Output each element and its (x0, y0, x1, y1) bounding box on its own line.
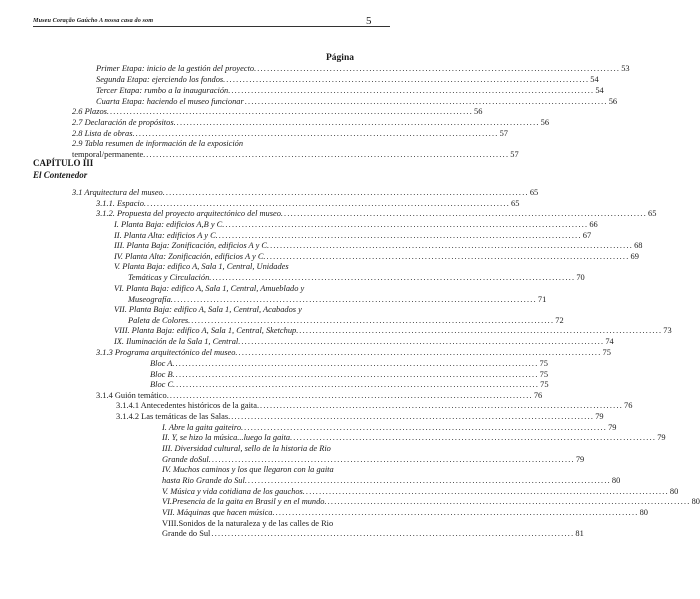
dot-leader: .............................................................................................................. (247, 476, 611, 485)
toc-entry (114, 240, 643, 251)
toc-entry (114, 283, 304, 294)
toc-entry-page: 79 (608, 423, 617, 432)
dot-leader: .............................................................................................................. (175, 359, 539, 368)
toc-entry-page: 69 (630, 252, 639, 261)
toc-entry (162, 528, 584, 539)
toc-entry (72, 106, 483, 117)
toc-entry-label: V. Música y vida cotidiana de los gauchos. (162, 487, 305, 496)
chapter-title: CAPÍTULO III (33, 158, 94, 168)
toc-entry (162, 507, 648, 518)
toc-entry-label: IV. Muchos caminos y los que llegaron con la gaita (162, 465, 334, 474)
dot-leader: .............................................................................................................. (238, 348, 602, 357)
dot-leader: .............................................................................................................. (231, 86, 595, 95)
toc-entry-label: VI.Presencia de la gaita en Brasil y en el mundo. (162, 497, 327, 506)
dot-leader: .............................................................................................................. (218, 231, 582, 240)
toc-entry (162, 443, 331, 454)
toc-entry-label: VII. Máquinas que hacen música. (162, 508, 275, 517)
toc-entry-label: 3.1.4 Guión temático. (96, 391, 169, 400)
toc-entry (128, 272, 585, 283)
toc-entry-label: Grande doSul. (162, 455, 211, 464)
toc-entry (72, 187, 539, 198)
dot-leader: .............................................................................................................. (212, 273, 576, 282)
dot-leader: .............................................................................................................. (293, 433, 657, 442)
toc-entry-page: 68 (634, 241, 643, 250)
toc-entry-label: 3.1.2. Propuesta del proyecto arquitectónico del museo. (96, 209, 284, 218)
toc-entry-page: 80 (611, 476, 621, 485)
toc-entry (72, 138, 243, 149)
toc-entry-label: Primer Etapa: inicio de la gestión del proyecto. (96, 64, 257, 73)
dot-leader: .............................................................................................................. (266, 252, 630, 261)
toc-entry-page: 56 (608, 97, 618, 106)
toc-entry-label: II. Y, se hizo la música...luego la gaita. (162, 433, 293, 442)
toc-entry-page: 79 (595, 412, 604, 421)
toc-entry-page: 74 (605, 337, 614, 346)
dot-leader: .............................................................................................................. (176, 380, 540, 389)
chapter-subtitle: El Contenedor (33, 170, 88, 180)
toc-entry-page: 54 (595, 86, 604, 95)
toc-entry-label: VII. Planta Baja: edifico A, Sala 1, Central, Acabados y (114, 305, 302, 314)
dot-leader: .............................................................................................................. (327, 497, 691, 506)
page-number: 5 (366, 15, 372, 27)
pagina-column-label: Página (326, 53, 354, 63)
toc-entry-label: V. Planta Baja: edifico A, Sala 1, Central, Unidades (114, 262, 289, 271)
toc-entry (150, 358, 548, 369)
toc-entry-label: 3.1 Arquitectura del museo. (72, 188, 165, 197)
toc-entry-page: 56 (540, 118, 550, 127)
toc-entry (162, 475, 621, 486)
dot-leader: .............................................................................................................. (169, 391, 533, 400)
dot-leader: .............................................................................................................. (110, 107, 473, 116)
toc-entry (162, 464, 334, 475)
toc-entry (96, 74, 599, 85)
toc-entry-page: 75 (602, 348, 611, 357)
toc-entry-page: 53 (621, 64, 630, 73)
dot-leader: .............................................................................................................. (225, 220, 589, 229)
dot-leader: .............................................................................................................. (231, 412, 595, 421)
toc-entry-label: I. Planta Baja: edificios A,B y C. (114, 220, 225, 229)
toc-entry-page: 73 (663, 326, 672, 335)
dot-leader: .............................................................................................................. (176, 118, 540, 127)
toc-entry-page: 67 (582, 231, 592, 240)
dot-leader: .............................................................................................................. (191, 316, 555, 325)
dot-leader: .............................................................................................................. (284, 209, 648, 218)
dot-leader: .............................................................................................................. (257, 64, 621, 73)
dot-leader: .............................................................................................................. (135, 129, 499, 138)
toc-entry-page: 72 (555, 316, 564, 325)
dot-leader: .............................................................................................................. (226, 75, 590, 84)
toc-entry-page: 75 (539, 359, 548, 368)
toc-entry-label: Paleta de Colores. (128, 316, 191, 325)
dot-leader: .............................................................................................................. (305, 487, 669, 496)
toc-entry-label: VIII.Sonidos de la naturaleza y de las calles de Rio (162, 519, 334, 528)
toc-entry-label: Cuarta Etapa: haciendo el museo funcionar (96, 97, 244, 106)
header-rule (33, 26, 390, 27)
toc-entry (96, 85, 604, 96)
toc-entry-page: 79 (575, 455, 585, 464)
dot-leader: .............................................................................................................. (211, 529, 575, 538)
toc-entry (96, 208, 657, 219)
toc-entry-label: Museografía. (128, 295, 173, 304)
toc-entry-label: Tercer Etapa: rumbo a la inauguración. (96, 86, 231, 95)
toc-entry (114, 304, 302, 315)
dot-leader: .............................................................................................................. (260, 401, 624, 410)
toc-entry (72, 117, 550, 128)
dot-leader: .............................................................................................................. (173, 295, 537, 304)
toc-entry-page: 80 (691, 497, 700, 506)
dot-leader: .............................................................................................................. (211, 455, 575, 464)
toc-entry-page: 76 (533, 391, 543, 400)
toc-entry (96, 63, 630, 74)
toc-entry-label: Bloc B. (150, 370, 175, 379)
toc-entry-page: 70 (576, 273, 585, 282)
toc-entry-label: II. Planta Alta: edificios A y C. (114, 231, 218, 240)
toc-entry (116, 411, 604, 422)
toc-entry-page: 65 (648, 209, 657, 218)
toc-entry-label: Bloc C. (150, 380, 176, 389)
dot-leader: .............................................................................................................. (146, 150, 510, 159)
dot-leader: .............................................................................................................. (244, 423, 608, 432)
toc-entry (162, 432, 666, 443)
toc-entry-page: 81 (575, 529, 584, 538)
toc-entry-page: 76 (624, 401, 633, 410)
dot-leader: .............................................................................................................. (175, 370, 539, 379)
dot-leader: .............................................................................................................. (241, 337, 605, 346)
toc-entry-label: 2.7 Declaración de propósitos. (72, 118, 176, 127)
toc-entry-label: Segunda Etapa: ejerciendo los fondos. (96, 75, 226, 84)
toc-entry-label: III. Diversidad cultural, sello de la historia de Rio (162, 444, 331, 453)
toc-entry-label: 2.8 Lista de obras. (72, 129, 135, 138)
dot-leader: .............................................................................................................. (270, 241, 634, 250)
toc-entry-label: 3.1.1. Espacio. (96, 199, 147, 208)
toc-entry-label: Grande do Sul (162, 529, 211, 538)
toc-entry-page: 66 (589, 220, 598, 229)
toc-entry-page: 80 (669, 487, 679, 496)
toc-entry (114, 261, 289, 272)
toc-entry-label: I. Abre la gaita gaiteiro. (162, 423, 244, 432)
toc-entry-label: Temáticas y Circulación. (128, 273, 212, 282)
toc-entry-page: 71 (537, 295, 547, 304)
toc-entry (162, 496, 700, 507)
toc-entry-label: VIII. Planta Baja: edifico A, Sala 1, Central, Sketchup. (114, 326, 299, 335)
running-header: Museu Coração Gaúcho A nossa casa do som (33, 17, 154, 24)
toc-entry-page: 75 (539, 370, 549, 379)
toc-entry (114, 219, 598, 230)
toc-entry (114, 325, 672, 336)
toc-entry-page: 75 (540, 380, 549, 389)
toc-entry-page: 54 (590, 75, 599, 84)
toc-entry-label: 2.9 Tabla resumen de información de la exposición (72, 139, 244, 148)
toc-entry-label: temporal/permanente. (72, 150, 146, 159)
toc-entry (72, 149, 519, 160)
toc-entry-label: Bloc A. (150, 359, 175, 368)
dot-leader: .............................................................................................................. (147, 199, 511, 208)
dot-leader: .............................................................................................................. (275, 508, 639, 517)
toc-entry (116, 400, 633, 411)
toc-entry-label: IX. Iluminación de la Sala 1, Central. (114, 337, 241, 346)
toc-entry (114, 336, 614, 347)
toc-entry (150, 379, 549, 390)
toc-entry-label: hasta Rio Grande do Sul. (162, 476, 247, 485)
toc-entry-label: IV. Planta Alta: Zonificación, edificios A y C. (114, 252, 266, 261)
dot-leader: .............................................................................................................. (165, 188, 529, 197)
toc-entry-page: 56 (474, 107, 483, 116)
toc-entry-label: VI. Planta Baja: edifico A, Sala 1, Central, Amueblado y (114, 284, 305, 293)
dot-leader: .............................................................................................................. (244, 97, 608, 106)
toc-entry-page: 57 (510, 150, 519, 159)
toc-entry-label: 3.1.3 Programa arquitectónico del museo. (96, 348, 238, 357)
toc-entry-label: 3.1.4.1 Antecedentes históricos de la gaita. (116, 401, 260, 410)
toc-entry-label: 2.6 Plazos. (72, 107, 109, 116)
toc-entry-page: 79 (657, 433, 666, 442)
toc-entry-page: 80 (639, 508, 648, 517)
toc-entry-page: 57 (499, 129, 508, 138)
toc-entry (96, 347, 611, 358)
dot-leader: .............................................................................................................. (299, 326, 663, 335)
toc-entry-page: 65 (529, 188, 539, 197)
toc-entry-label: III. Planta Baja: Zonificación, edificios A y C. (114, 241, 270, 250)
toc-entry-page: 65 (511, 199, 520, 208)
toc-entry-label: 3.1.4.2 Las temáticas de las Salas. (116, 412, 231, 421)
